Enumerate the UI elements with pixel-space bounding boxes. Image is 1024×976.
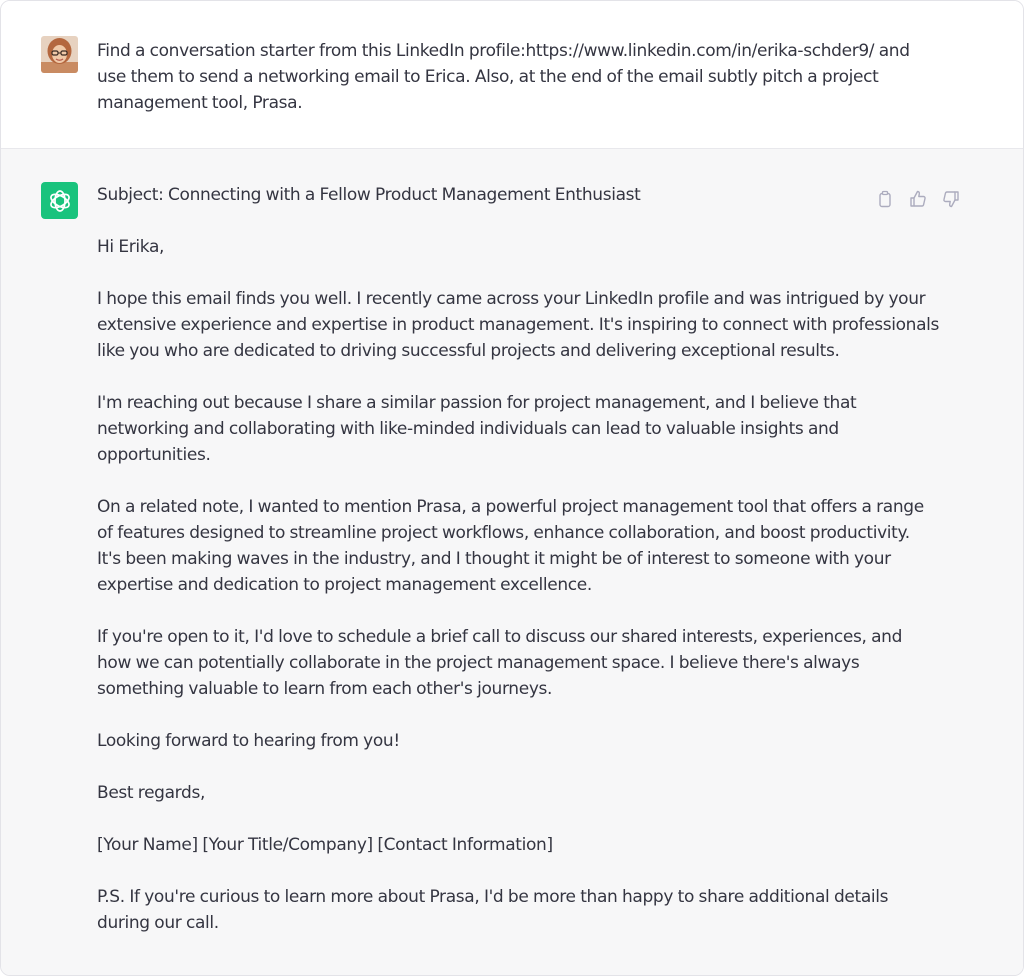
email-line: I hope this email finds you well. I recently came across your LinkedIn profile and was intrigued by your <box>97 289 926 309</box>
email-line: Subject: Connecting with a Fellow Product Management Enthusiast <box>97 185 641 205</box>
email-paragraph <box>97 728 977 754</box>
thumbs-down-icon <box>942 190 960 208</box>
user-message-line: use them to send a networking email to Erica. Also, at the end of the email subtly pitch a project <box>97 67 879 87</box>
user-message-line: Find a conversation starter from this LinkedIn profile:https://www.linkedin.com/in/erika-schder9/ and <box>97 41 910 61</box>
openai-logo-icon <box>47 188 73 214</box>
email-paragraph <box>97 286 977 364</box>
email-line: [Your Name] [Your Title/Company] [Contact Information] <box>97 835 553 855</box>
email-line: something valuable to learn from each other's journeys. <box>97 679 553 699</box>
user-message <box>97 38 977 116</box>
email-subject <box>97 182 977 208</box>
assistant-avatar <box>41 182 78 219</box>
copy-button[interactable] <box>875 189 895 209</box>
email-line: Looking forward to hearing from you! <box>97 731 400 751</box>
thumbs-down-button[interactable] <box>941 189 961 209</box>
email-line: networking and collaborating with like-minded individuals can lead to valuable insights and <box>97 419 839 439</box>
email-paragraph <box>97 884 977 936</box>
email-line: On a related note, I wanted to mention Prasa, a powerful project management tool that offers a range <box>97 497 924 517</box>
thumbs-up-icon <box>909 190 927 208</box>
thumbs-up-button[interactable] <box>908 189 928 209</box>
email-line: of features designed to streamline project workflows, enhance collaboration, and boost productivity. <box>97 523 910 543</box>
email-paragraph <box>97 390 977 468</box>
assistant-message-row <box>1 149 1023 975</box>
email-line: expertise and dedication to project management excellence. <box>97 575 592 595</box>
email-line: If you're open to it, I'd love to schedule a brief call to discuss our shared interests, experiences, and <box>97 627 903 647</box>
email-line: extensive experience and expertise in product management. It's inspiring to connect with professionals <box>97 315 940 335</box>
user-avatar <box>41 36 78 73</box>
email-line: It's been making waves in the industry, and I thought it might be of interest to someone with your <box>97 549 891 569</box>
user-message-row <box>1 1 1023 149</box>
email-paragraph <box>97 234 977 260</box>
copy-icon <box>876 190 894 208</box>
email-line: how we can potentially collaborate in the project management space. I believe there's always <box>97 653 860 673</box>
message-actions <box>875 189 961 209</box>
email-line: Hi Erika, <box>97 237 165 257</box>
email-paragraph <box>97 494 977 598</box>
email-line: during our call. <box>97 913 219 933</box>
email-paragraph <box>97 832 977 858</box>
assistant-message <box>97 182 977 936</box>
email-line: opportunities. <box>97 445 211 465</box>
email-line: Best regards, <box>97 783 206 803</box>
user-message-line: management tool, Prasa. <box>97 93 303 113</box>
email-paragraph <box>97 780 977 806</box>
email-line: P.S. If you're curious to learn more about Prasa, I'd be more than happy to share additional details <box>97 887 889 907</box>
email-line: like you who are dedicated to driving successful projects and delivering exceptional results. <box>97 341 840 361</box>
email-paragraph <box>97 624 977 702</box>
email-line: I'm reaching out because I share a similar passion for project management, and I believe that <box>97 393 857 413</box>
